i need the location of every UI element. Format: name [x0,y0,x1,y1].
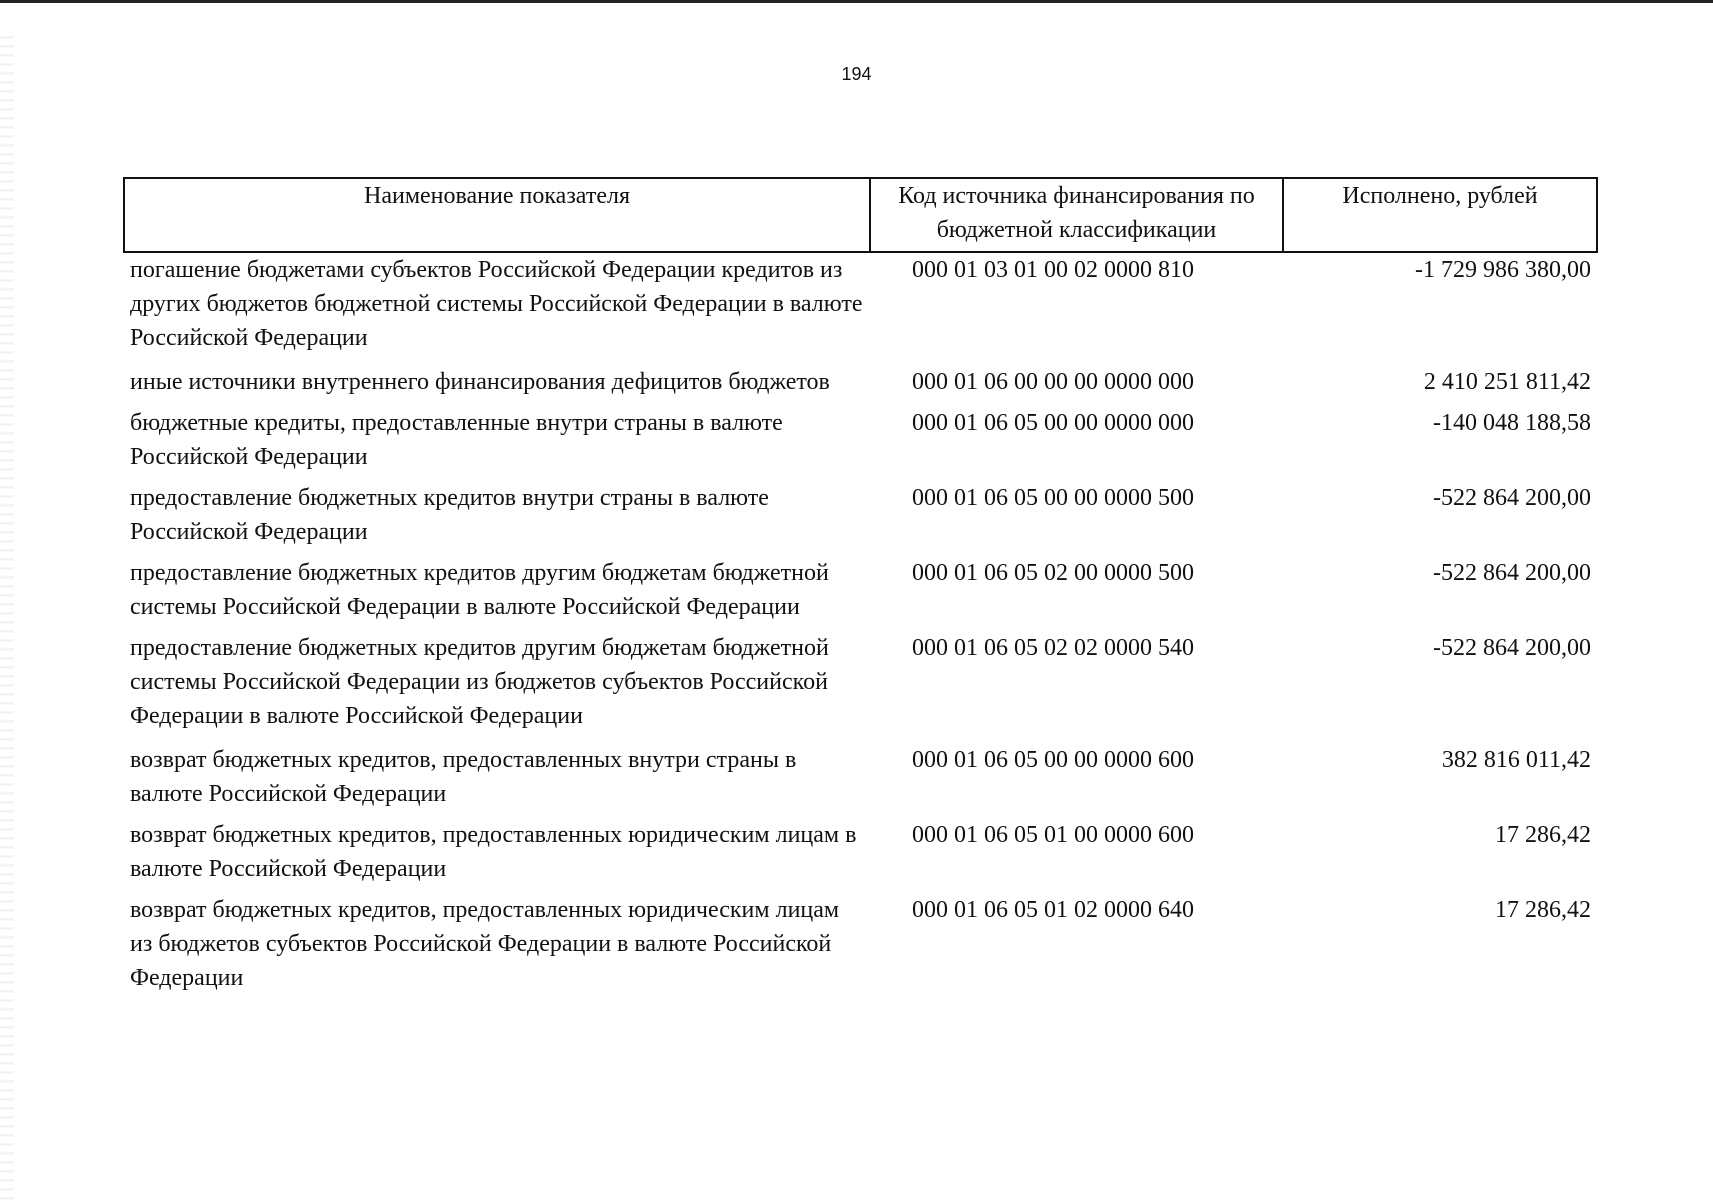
row-indicator-name: предоставление бюджетных кредитов внутри страны в валюте Российской Федерации [130,485,769,545]
row-executed-amount: -1 729 986 380,00 [1415,257,1591,283]
row-indicator-name: предоставление бюджетных кредитов другим бюджетам бюджетной системы Российской Федерации в валюте Российской Федерации [130,560,829,620]
row-indicator-name: бюджетные кредиты, предоставленные внутри страны в валюте Российской Федерации [130,410,783,470]
header-executed-amount: Исполнено, рублей [1283,178,1597,252]
row-source-code: 000 01 06 05 00 00 0000 600 [912,747,1194,773]
scan-top-border [0,0,1713,3]
table-row [124,406,1597,481]
row-executed-amount: 382 816 011,42 [1441,747,1591,773]
table-row [124,252,1597,365]
table-row [124,743,1597,818]
row-executed-amount: -522 864 200,00 [1433,635,1591,661]
table-row [124,631,1597,743]
table-row [124,818,1597,893]
header-indicator-name: Наименование показателя [124,178,870,252]
row-executed-amount: -522 864 200,00 [1433,560,1591,586]
row-indicator-name: возврат бюджетных кредитов, предоставленных внутри страны в валюте Российской Федерации [130,747,797,807]
row-indicator-name: возврат бюджетных кредитов, предоставленных юридическим лицам из бюджетов субъектов Российской Федерации в валюте Российской Федерации [130,897,840,991]
row-executed-amount: 17 286,42 [1495,822,1591,848]
scan-left-edge [0,30,14,1200]
row-source-code: 000 01 06 05 02 02 0000 540 [912,635,1194,661]
row-source-code: 000 01 06 05 01 02 0000 640 [912,897,1194,923]
row-executed-amount: 17 286,42 [1495,897,1591,923]
row-source-code: 000 01 03 01 00 02 0000 810 [912,257,1194,283]
table-row [124,893,1597,1002]
row-source-code: 000 01 06 05 01 00 0000 600 [912,822,1194,848]
row-executed-amount: -140 048 188,58 [1433,410,1591,436]
row-executed-amount: -522 864 200,00 [1433,485,1591,511]
budget-sources-table [123,177,1598,1002]
row-source-code: 000 01 06 05 02 00 0000 500 [912,560,1194,586]
table-row [124,556,1597,631]
row-source-code: 000 01 06 00 00 00 0000 000 [912,369,1194,395]
row-source-code: 000 01 06 05 00 00 0000 500 [912,485,1194,511]
row-indicator-name: иные источники внутреннего финансирования дефицитов бюджетов [130,369,830,395]
row-indicator-name: предоставление бюджетных кредитов другим бюджетам бюджетной системы Российской Федерации из бюджетов субъектов Российской Федерации в валюте Российской Федерации [130,635,829,729]
row-executed-amount: 2 410 251 811,42 [1423,369,1591,395]
row-indicator-name: возврат бюджетных кредитов, предоставленных юридическим лицам в валюте Российской Федерации [130,822,857,882]
row-source-code: 000 01 06 05 00 00 0000 000 [912,410,1194,436]
table-header-row [124,178,1597,252]
header-source-code: Код источника финансирования по бюджетной классификации [870,178,1283,252]
row-indicator-name: погашение бюджетами субъектов Российской Федерации кредитов из других бюджетов бюджетной системы Российской Федерации в валюте Российской Федерации [130,257,863,351]
table-row [124,365,1597,406]
page-number: 194 [841,64,872,84]
table-row [124,481,1597,556]
